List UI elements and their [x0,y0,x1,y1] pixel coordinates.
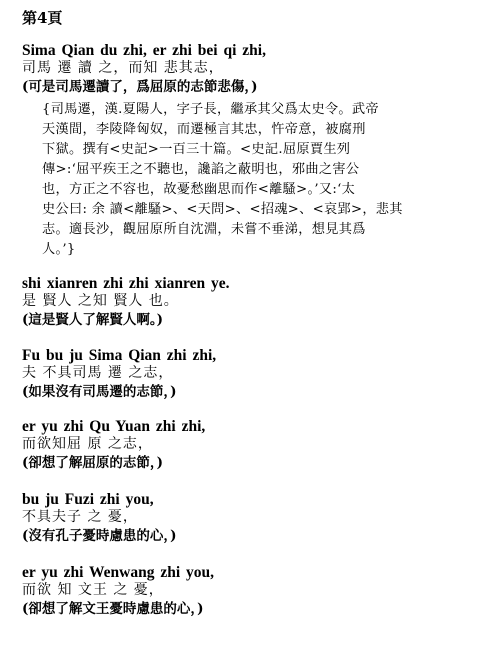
note-line: 下獄。撰有<史記>一百三十篇。<史記.屈原賈生列 [42,142,351,157]
pinyin-line: er yu zhi Wenwang zhi you, [22,564,215,581]
pinyin-line: shi xianren zhi zhi xianren ye. [22,275,230,292]
note-line: {司馬遷，漢.夏陽人，字子長，繼承其父爲太史令。武帝 [42,102,379,117]
translation-line: (卻想了解屈原的志節，) [22,455,164,471]
verse-block [22,347,492,402]
translation-line: (這是賢人了解賢人啊。) [22,312,164,328]
translation-line: (如果沒有司馬遷的志節，) [22,384,177,400]
translation-line: (可是司馬遷讀了，爲屈原的志節悲傷，) [22,79,258,95]
chinese-line: 而欲 知 文王 之 憂， [22,582,164,598]
note-line: 志。適長沙，觀屈原所自沈淵，未嘗不垂涕，想見其爲 [42,222,366,237]
note-line: 史公曰: 余 讀<離騷>、<天問>、<招魂>、<哀郢>，悲其 [42,202,403,217]
pinyin-line: bu ju Fuzi zhi you, [22,491,154,508]
chinese-line: 是 賢人 之知 賢人 也。 [22,293,179,309]
chinese-line: 司馬 遷 讀 之，而知 悲其志， [22,60,224,76]
note-line: 傳>:‘屈平疾王之不聽也，讒諂之蔽明也，邪曲之害公 [42,162,360,177]
translation-line: (卻想了解文王憂時慮患的心，) [22,601,204,617]
page-number: 第4頁 [22,9,63,27]
verse-block [22,275,492,330]
pinyin-line: er yu zhi Qu Yuan zhi zhi, [22,418,206,435]
translation-line: (沒有孔子憂時慮患的心，) [22,528,177,544]
verse-block [22,418,492,473]
note-line: 人。’} [42,242,76,257]
chinese-line: 夫 不具司馬 遷 之志， [22,365,174,381]
verse-block [22,491,492,546]
note-line: 天漢間，李陵降匈奴，而遷極言其忠，忤帝意，被腐刑 [42,122,366,137]
pinyin-line: Sima Qian du zhi, er zhi bei qi zhi, [22,42,266,59]
verse-block [22,564,492,619]
verse-block [22,42,492,97]
note-line: 也，方正之不容也，故憂愁幽思而作<離騷>。’又:‘太 [42,182,356,197]
pinyin-line: Fu bu ju Sima Qian zhi zhi, [22,347,217,364]
chinese-line: 不具夫子 之 憂， [22,509,138,525]
chinese-line: 而欲知屈 原 之志， [22,436,153,452]
commentary-note [42,100,488,260]
